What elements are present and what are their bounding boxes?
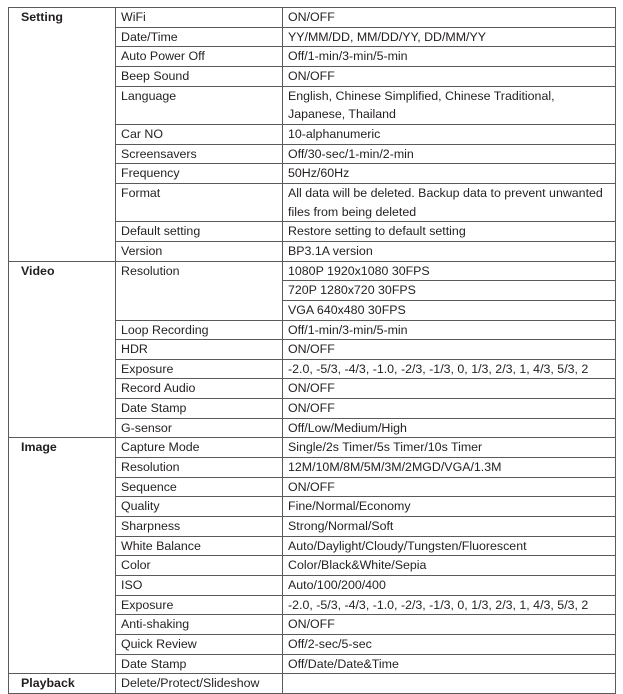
setting-name-version: Version (116, 241, 283, 261)
setting-name-beep-sound: Beep Sound (116, 66, 283, 86)
category-video: Video (9, 261, 116, 438)
setting-name-default-setting: Default setting (116, 222, 283, 242)
setting-value: -2.0, -5/3, -4/3, -1.0, -2/3, -1/3, 0, 1/3, 2/3, 1, 4/3, 5/3, 2 (283, 359, 616, 379)
setting-value: Off/30-sec/1-min/2-min (283, 144, 616, 164)
setting-name-record-audio: Record Audio (116, 379, 283, 399)
setting-value: 12M/10M/8M/5M/3M/2MGD/VGA/1.3M (283, 458, 616, 478)
table-row (9, 438, 616, 458)
setting-value: Off/Low/Medium/High (283, 418, 616, 438)
setting-value: ON/OFF (283, 379, 616, 399)
setting-name-date-stamp: Date Stamp (116, 654, 283, 674)
setting-value (283, 674, 616, 694)
setting-value: Off/Date/Date&Time (283, 654, 616, 674)
setting-name-color: Color (116, 556, 283, 576)
setting-name-date-stamp: Date Stamp (116, 399, 283, 419)
settings-spec-table (8, 7, 616, 694)
setting-name-iso: ISO (116, 576, 283, 596)
setting-value: Restore setting to default setting (283, 222, 616, 242)
setting-value: 720P 1280x720 30FPS (283, 281, 616, 301)
setting-value: ON/OFF (283, 340, 616, 360)
setting-value: Off/2-sec/5-sec (283, 635, 616, 655)
setting-name-quality: Quality (116, 497, 283, 517)
setting-name-quick-review: Quick Review (116, 635, 283, 655)
setting-name-auto-power-off: Auto Power Off (116, 47, 283, 67)
setting-value: Single/2s Timer/5s Timer/10s Timer (283, 438, 616, 458)
setting-name-capture-mode: Capture Mode (116, 438, 283, 458)
setting-name-language: Language (116, 86, 283, 124)
setting-name-delete-protect-slideshow: Delete/Protect/Slideshow (116, 674, 283, 694)
setting-name-frequency: Frequency (116, 164, 283, 184)
setting-name-white-balance: White Balance (116, 536, 283, 556)
setting-value: ON/OFF (283, 399, 616, 419)
setting-name-resolution: Resolution (116, 458, 283, 478)
setting-value: All data will be deleted. Backup data to prevent unwanted files from being deleted (283, 183, 616, 221)
setting-value: English, Chinese Simplified, Chinese Traditional, Japanese, Thailand (283, 86, 616, 124)
setting-value: Color/Black&White/Sepia (283, 556, 616, 576)
category-setting: Setting (9, 8, 116, 262)
setting-name-wifi: WiFi (116, 8, 283, 28)
setting-value: Auto/Daylight/Cloudy/Tungsten/Fluorescent (283, 536, 616, 556)
setting-value: 1080P 1920x1080 30FPS (283, 261, 616, 281)
setting-name-loop-recording: Loop Recording (116, 320, 283, 340)
table-row (9, 8, 616, 28)
setting-value: ON/OFF (283, 8, 616, 28)
setting-name-screensavers: Screensavers (116, 144, 283, 164)
setting-value: -2.0, -5/3, -4/3, -1.0, -2/3, -1/3, 0, 1/3, 2/3, 1, 4/3, 5/3, 2 (283, 595, 616, 615)
setting-value: 10-alphanumeric (283, 124, 616, 144)
setting-value: Off/1-min/3-min/5-min (283, 47, 616, 67)
setting-value: ON/OFF (283, 66, 616, 86)
setting-name-exposure: Exposure (116, 359, 283, 379)
setting-name-car-no: Car NO (116, 124, 283, 144)
setting-name-date-time: Date/Time (116, 27, 283, 47)
setting-value: ON/OFF (283, 615, 616, 635)
setting-value: Auto/100/200/400 (283, 576, 616, 596)
setting-name-sequence: Sequence (116, 477, 283, 497)
setting-value: Off/1-min/3-min/5-min (283, 320, 616, 340)
setting-name-format: Format (116, 183, 283, 221)
setting-name-g-sensor: G-sensor (116, 418, 283, 438)
spec-table-body (9, 8, 616, 694)
setting-value: 50Hz/60Hz (283, 164, 616, 184)
category-image: Image (9, 438, 116, 674)
setting-name-anti-shaking: Anti-shaking (116, 615, 283, 635)
setting-value: YY/MM/DD, MM/DD/YY, DD/MM/YY (283, 27, 616, 47)
setting-value: Fine/Normal/Economy (283, 497, 616, 517)
setting-name-resolution: Resolution (116, 261, 283, 320)
setting-value: BP3.1A version (283, 241, 616, 261)
setting-name-exposure: Exposure (116, 595, 283, 615)
setting-value: ON/OFF (283, 477, 616, 497)
table-row (9, 261, 616, 281)
setting-value: VGA 640x480 30FPS (283, 300, 616, 320)
setting-name-hdr: HDR (116, 340, 283, 360)
setting-name-sharpness: Sharpness (116, 517, 283, 537)
table-row (9, 674, 616, 694)
category-playback: Playback (9, 674, 116, 694)
setting-value: Strong/Normal/Soft (283, 517, 616, 537)
